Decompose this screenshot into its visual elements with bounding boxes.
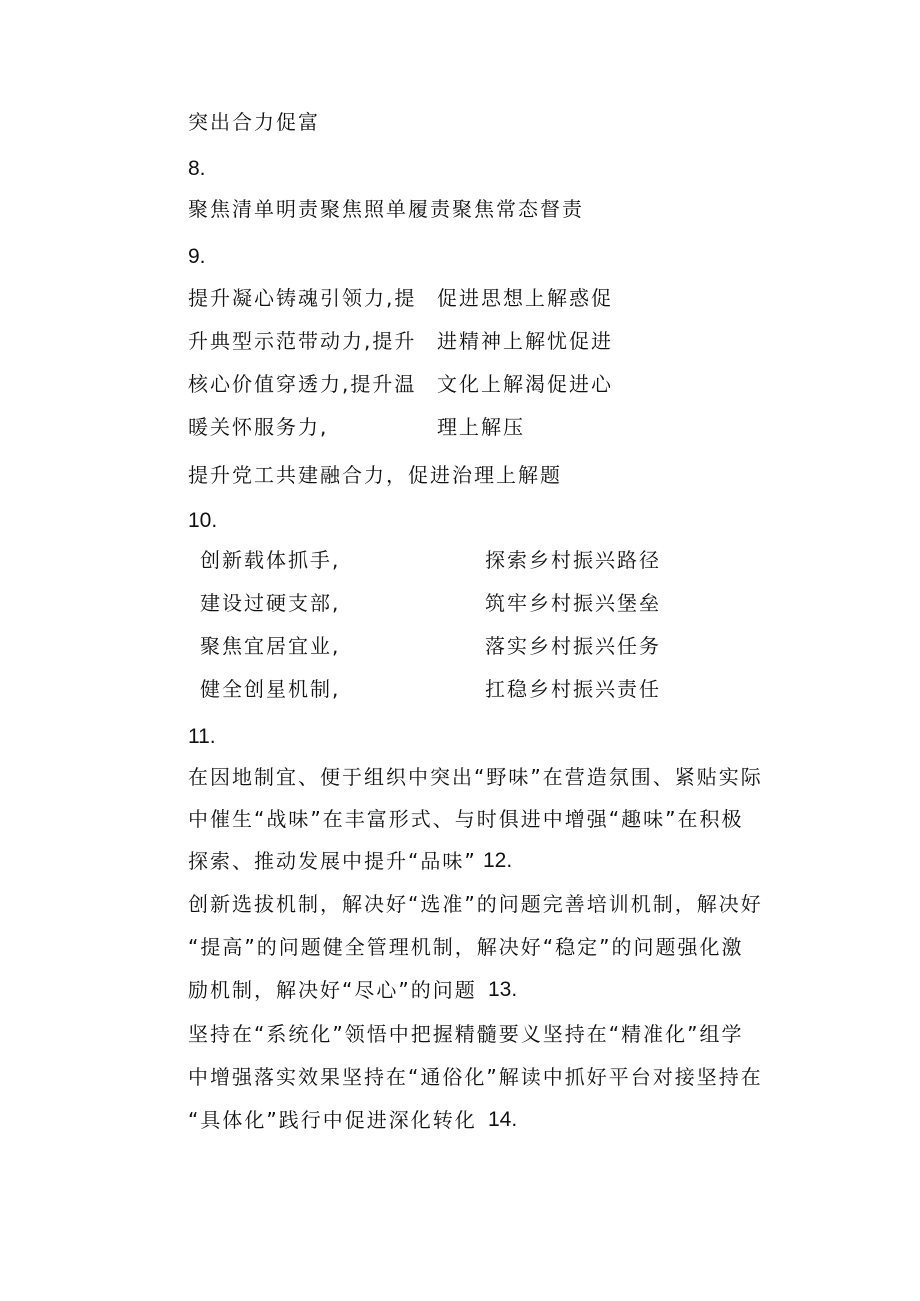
item-number-9: 9. xyxy=(188,245,206,268)
item12-line: 创新选拔机制，解决好“选准”的问题完善培训机制，解决好 xyxy=(188,892,763,916)
item9-left-line: 暖关怀服务力, xyxy=(188,415,329,439)
item9-right-line: 文化上解渴促进心 xyxy=(437,372,613,396)
item-number-11: 11. xyxy=(188,725,216,748)
item10-left-line: 聚焦宜居宜业, xyxy=(200,634,341,658)
line-3: 提升党工共建融合力，促进治理上解题 xyxy=(188,463,562,487)
item10-left-line: 建设过硬支部, xyxy=(200,591,341,615)
item10-right-line: 探索乡村振兴路径 xyxy=(485,548,661,572)
item9-right-line: 理上解压 xyxy=(437,415,525,439)
item-number-12: 12. xyxy=(483,849,513,872)
item12-line: “提高”的问题健全管理机制，解决好“稳定”的问题强化激 xyxy=(188,935,744,959)
item-number-13: 13. xyxy=(488,978,518,1001)
item10-right-line: 筑牢乡村振兴堡垒 xyxy=(485,591,661,615)
item10-left-line: 健全创星机制, xyxy=(200,677,341,701)
item-number-10: 10. xyxy=(188,509,218,532)
item9-right-line: 进精神上解忧促进 xyxy=(437,329,613,353)
item10-right-line: 落实乡村振兴任务 xyxy=(485,634,661,658)
item-number-14: 14. xyxy=(488,1108,518,1131)
item11-line: 探索、推动发展中提升“品味” xyxy=(188,849,477,873)
item11-line: 中催生“战味”在丰富形式、与时俱进中增强“趣味”在积极 xyxy=(188,807,744,831)
item-number-8: 8. xyxy=(188,157,206,180)
item10-right-line: 扛稳乡村振兴责任 xyxy=(485,677,661,701)
line-2: 聚焦清单明责聚焦照单履责聚焦常态督责 xyxy=(188,197,584,221)
item11-line: 在因地制宜、便于组织中突出“野味”在营造氛围、紧贴实际 xyxy=(188,765,763,789)
item10-left-line: 创新载体抓手, xyxy=(200,548,341,572)
line-1: 突出合力促富 xyxy=(188,110,320,134)
item13-line: 中增强落实效果坚持在“通俗化”解读中抓好平台对接坚持在 xyxy=(188,1065,763,1089)
item9-left-line: 升典型示范带动力,提升 xyxy=(188,329,417,353)
item9-left-line: 核心价值穿透力,提升温 xyxy=(188,372,417,396)
item9-right-line: 促进思想上解惑促 xyxy=(437,286,613,310)
item9-left-line: 提升凝心铸魂引领力,提 xyxy=(188,286,417,310)
item13-line: 坚持在“系统化”领悟中把握精髓要义坚持在“精准化”组学 xyxy=(188,1022,744,1046)
item12-line: 励机制，解决好“尽心”的问题 xyxy=(188,978,477,1002)
item13-line: “具体化”践行中促进深化转化 xyxy=(188,1108,477,1132)
